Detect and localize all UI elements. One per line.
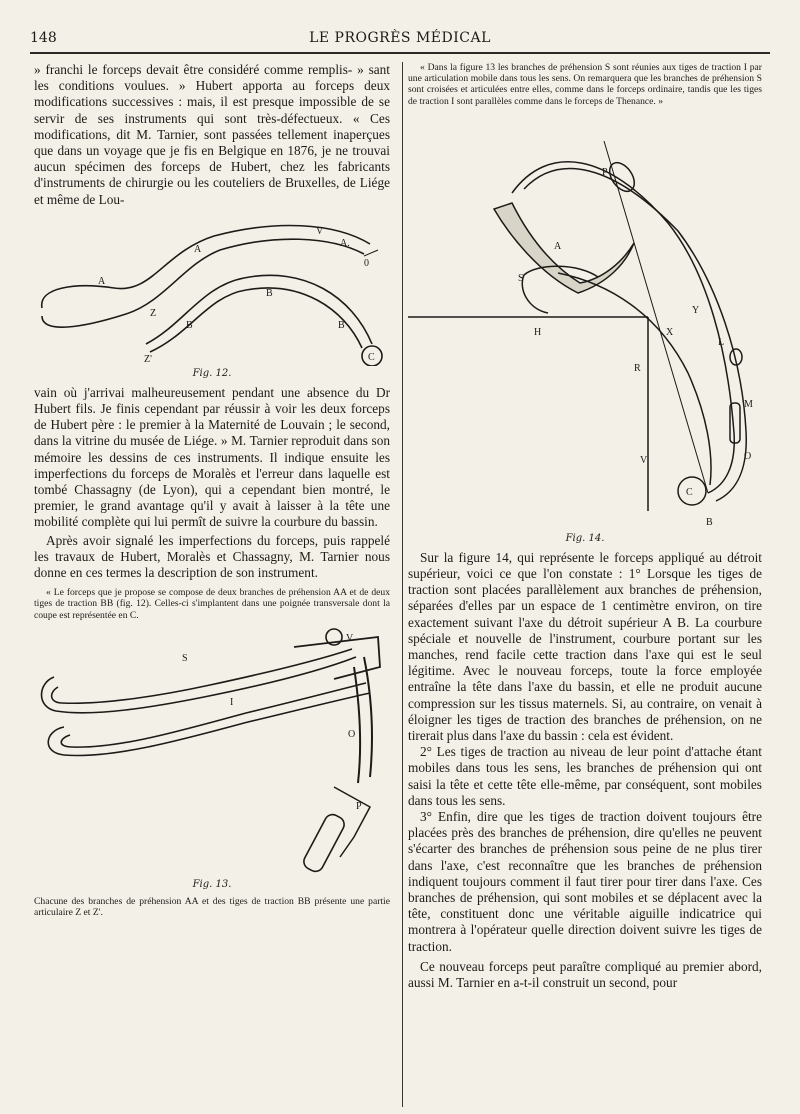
fig12-label-b1: B (266, 287, 273, 299)
fig14-label-o: O (744, 450, 752, 462)
fig14-label-l: L (718, 336, 725, 348)
fig12-label-z2: Z' (144, 353, 152, 365)
fig12-label-z: Z (150, 307, 157, 319)
figure-12 (34, 216, 390, 379)
figure-13 (34, 627, 390, 918)
fig14-label-y: Y (692, 304, 700, 316)
figure-13-legend: Chacune des branches de préhension AA et des tiges de traction BB présente une partie articulaire Z et Z'. (34, 895, 390, 919)
left-paragraph-2: vain où j'arrivai malheureusement pendant une absence du Dr Hubert fils. Je finis cependant par réussir à voir les deux forceps de Hubert père : le premier à la Maternité de Louvain ; le second, dans la vitrine du musée de Liége. » M. Tarnier reproduit dans son mémoire les dessins de ces instruments. Il indique ensuite les imperfections du forceps de Moralès et l'erreur dans laquelle est tombé Chassagny (de Lyon), qui a cependant bien montré, le premier, le grand avantage qu'il y avait à laisser à la tête une mobilité complète qui lui permît de suivre la courbure du bassin. (34, 384, 390, 530)
fig12-label-a3: A (98, 275, 106, 287)
fig13-label-p: P (356, 800, 362, 812)
fig14-label-c: C (686, 486, 693, 498)
figure-13-caption: Fig. 13. (192, 878, 232, 890)
right-footnote: « Dans la figure 13 les branches de préhension S sont réunies aux tiges de traction I par une articulation mobile dans tous les sens. On remarquera que les branches de préhension S sont croisées et articulées entre elles, comme dans le forceps ordinaire, tandis que les tiges de traction I sont parallèles comme dans le forceps de Thenance. » (408, 62, 762, 107)
fig14-label-a: A (554, 240, 562, 252)
fig12-label-a2: A. (340, 237, 350, 249)
fig13-label-i: I (230, 696, 234, 708)
fig14-label-p: P (602, 166, 608, 178)
fig13-label-v: V (346, 632, 354, 644)
page-header (30, 30, 770, 50)
figure-14-caption: Fig. 14. (565, 532, 605, 544)
fig12-label-b2: B (186, 319, 193, 331)
fig14-label-x: X (666, 326, 674, 338)
right-paragraph-2: 2° Les tiges de traction au niveau de leur point d'attache étant mobiles dans tous les sens, les branches de préhension qui ont saisi la tête et cette tête elle-même, par conséquent, sont mobiles dans tous les sens. (408, 744, 762, 808)
page-number: 148 (30, 30, 57, 46)
figure-13-drawing (34, 627, 390, 877)
fig14-label-b: B (706, 516, 713, 528)
fig13-label-o: O (348, 728, 356, 740)
column-divider (402, 62, 403, 1107)
fig14-label-m: M (744, 398, 753, 410)
fig12-label-c: C (368, 351, 375, 363)
fig13-label-s: S (182, 652, 188, 664)
running-title: LE PROGRÈS MÉDICAL (309, 30, 491, 46)
right-paragraph-4: Ce nouveau forceps peut paraître compliqué au premier abord, aussi M. Tarnier en a-t-il construit un second, pour (408, 958, 762, 991)
fig14-label-r: R (634, 362, 641, 374)
header-rule (30, 52, 770, 54)
left-paragraph-1: » franchi le forceps devait être considéré comme remplis- » sant les conditions voulues. » Hubert apporta au forceps deux modifications successives : mais, il est presque impossible de se servir de ses instruments qui sont très-défectueux. « Ces modifications, dit M. Tarnier, sont passées tellement inaperçues que dans un voyage que je fis en Belgique en 1876, je ne trouvai aucun spécimen des forceps de Hubert, chez les fabricants d'instruments de chirurgie ou les couteliers de Bruxelles, de Liége et même de Lou- (34, 62, 390, 207)
right-paragraph-1: Sur la figure 14, qui représente le forceps appliqué au détroit supérieur, voici ce que l'on constate : 1° Lorsque les tiges de traction sont placées parallèlement aux branches de préhension, séparées d'elles par un espace de 1 centimètre environ, on tire exactement suivant l'axe du détroit supérieur A B. La courbure spéciale et nouvelle de l'instrument, courbure portant sur les manches, rend facile cette traction dans l'axe qui est le seul légitime. Avec le nouveau forceps, toute la force employée entraîne la tête dans l'axe du bassin, et elle ne produit aucune compression sur les tissus maternels. Si, au contraire, on venait à éloigner les tiges de traction des branches de préhension, on ne tirerait plus dans l'axe du bassin : cela est évident. (408, 549, 762, 744)
fig12-label-a1: A (194, 243, 202, 255)
fig12-label-v: V (316, 225, 324, 237)
left-column (34, 62, 390, 918)
fig14-label-s: S (518, 272, 524, 284)
figure-14-drawing (408, 113, 762, 531)
fig12-label-o: 0 (364, 257, 369, 269)
fig14-label-h: H (534, 326, 542, 338)
left-footnote: « Le forceps que je propose se compose de deux branches de préhension AA et de deux tiges de traction BB (fig. 12). Celles-ci s'implantent dans une poignée transversale dont la coupe est représentée en C. (34, 587, 390, 621)
figure-12-drawing (34, 216, 390, 366)
fig14-label-v: V (640, 454, 648, 466)
left-paragraph-3: Après avoir signalé les imperfections du forceps, puis rappelé les travaux de Hubert, Moralès et Chassagny, M. Tarnier nous donne en ces termes la description de son instrument. (34, 532, 390, 581)
figure-12-caption: Fig. 12. (192, 367, 232, 379)
right-paragraph-3: 3° Enfin, dire que les tiges de traction doivent toujours être placées près des branches de préhension, dire qu'elles ne peuvent s'écarter des branches de préhension sous peine de ne plus tirer dans l'axe, c'est reconnaître que les branches de préhension indiquent toujours comment il faut tirer pour tirer dans l'axe. Ces branches de préhension, qui sont mobiles et se déplacent avec la tête, constituent donc une véritable aiguille indicatrice qui montrera à l'opérateur quelle direction doivent suivre les tiges de traction. (408, 809, 762, 954)
right-column (408, 62, 762, 991)
fig12-label-b3: B (338, 319, 345, 331)
figure-14 (408, 113, 762, 544)
